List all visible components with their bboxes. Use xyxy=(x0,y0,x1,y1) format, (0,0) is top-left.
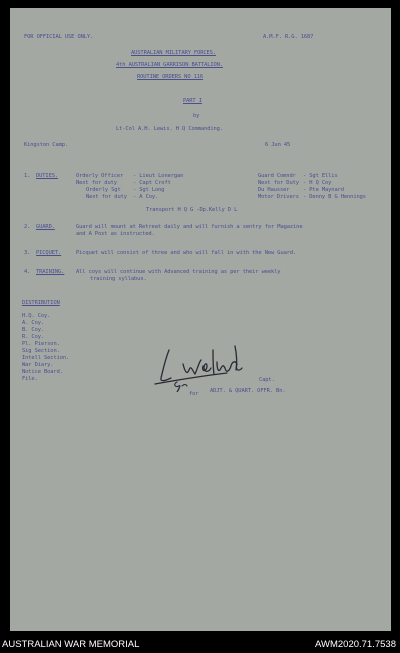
item-number: 3. xyxy=(24,250,31,256)
distribution-item: Sig Section. xyxy=(22,348,60,354)
training-text: All coys will continue with Advanced training as per their weekly xyxy=(76,269,281,275)
duty-value: - A Coy. xyxy=(133,194,159,200)
item-title-training: TRAINING. xyxy=(36,269,65,275)
commander: Lt-Col A.H. Lewis. H Q Commanding. xyxy=(116,126,223,132)
duty-value: - Denny B G Hennings xyxy=(303,194,366,200)
item-title-picquet: PICQUET. xyxy=(36,250,62,256)
duty-label: Next for duty xyxy=(86,194,127,200)
part-heading: PART I xyxy=(183,98,202,104)
distribution-title: DISTRIBUTION xyxy=(22,300,60,306)
footer-accession-number: AWM2020.71.7538 xyxy=(315,639,396,650)
training-text: training syllabus. xyxy=(90,276,147,282)
picquet-text: Picquet will consist of three and who will fall in with the New Guard. xyxy=(76,250,297,256)
force-heading: AUSTRALIAN MILITARY FORCES. xyxy=(131,50,216,56)
duty-value: - Lieut Lonergan xyxy=(133,173,184,179)
duty-label: Orderly Officer xyxy=(76,173,124,179)
item-number: 2. xyxy=(24,224,31,230)
battalion-heading: 4th AUSTRALIAN GARRISON BATTALION. xyxy=(116,62,223,68)
distribution-item: War Diary. xyxy=(22,362,54,368)
distribution-item: A. Coy. xyxy=(22,320,45,326)
handwritten-signature xyxy=(147,340,247,392)
place: Kingston Camp. xyxy=(24,142,69,148)
signature-for: for xyxy=(189,391,199,397)
distribution-item: File. xyxy=(22,376,38,382)
distribution-item: Pl. Pierson. xyxy=(22,341,60,347)
duty-value: - Pte Maynard xyxy=(303,187,344,193)
orders-heading: ROUTINE ORDERS NO 116 xyxy=(137,74,204,80)
distribution-item: Notice Board. xyxy=(22,369,63,375)
signature-rank: Capt. xyxy=(259,377,275,383)
duty-label: Guard Comndr xyxy=(258,173,296,179)
date: 6 Jun 45 xyxy=(265,142,291,148)
duty-label: Du Hausser xyxy=(258,187,290,193)
distribution-item: R. Coy. xyxy=(22,334,45,340)
signature-title: ADJT. & QUART. OFFR. Bn. xyxy=(210,388,286,394)
footer-source: AUSTRALIAN WAR MEMORIAL xyxy=(2,639,140,650)
by-label: by xyxy=(193,113,200,119)
duty-value: - Sgt Long xyxy=(133,187,165,193)
security-classification: FOR OFFICIAL USE ONLY. xyxy=(24,34,94,40)
duty-label: Motor Drivers xyxy=(258,194,299,200)
item-title-duties: DUTIES. xyxy=(36,173,59,179)
duty-label: Orderly Sgt xyxy=(86,187,121,193)
transport-line: Transport H Q G -Dp.Kelly D L xyxy=(146,207,238,213)
duty-label: Next for Duty xyxy=(258,180,299,186)
duty-label: Next for duty xyxy=(76,180,117,186)
guard-text: Guard will mount at Retreat daily and will furnish a sentry for Magazine xyxy=(76,224,303,230)
duty-value: - H Q Coy xyxy=(303,180,332,186)
distribution-item: H.Q. Coy. xyxy=(22,313,51,319)
duty-value: - Sgt Ellis xyxy=(303,173,338,179)
guard-text: and A Post as instructed. xyxy=(76,231,155,237)
distribution-item: B. Coy. xyxy=(22,327,45,333)
reference-number: A.M.F. R.G. 1687 xyxy=(263,34,314,40)
item-number: 4. xyxy=(24,269,31,275)
distribution-item: Intell Section. xyxy=(22,355,70,361)
item-title-guard: GUARD. xyxy=(36,224,55,230)
item-number: 1. xyxy=(24,173,31,179)
duty-value: - Capt Croft xyxy=(133,180,171,186)
